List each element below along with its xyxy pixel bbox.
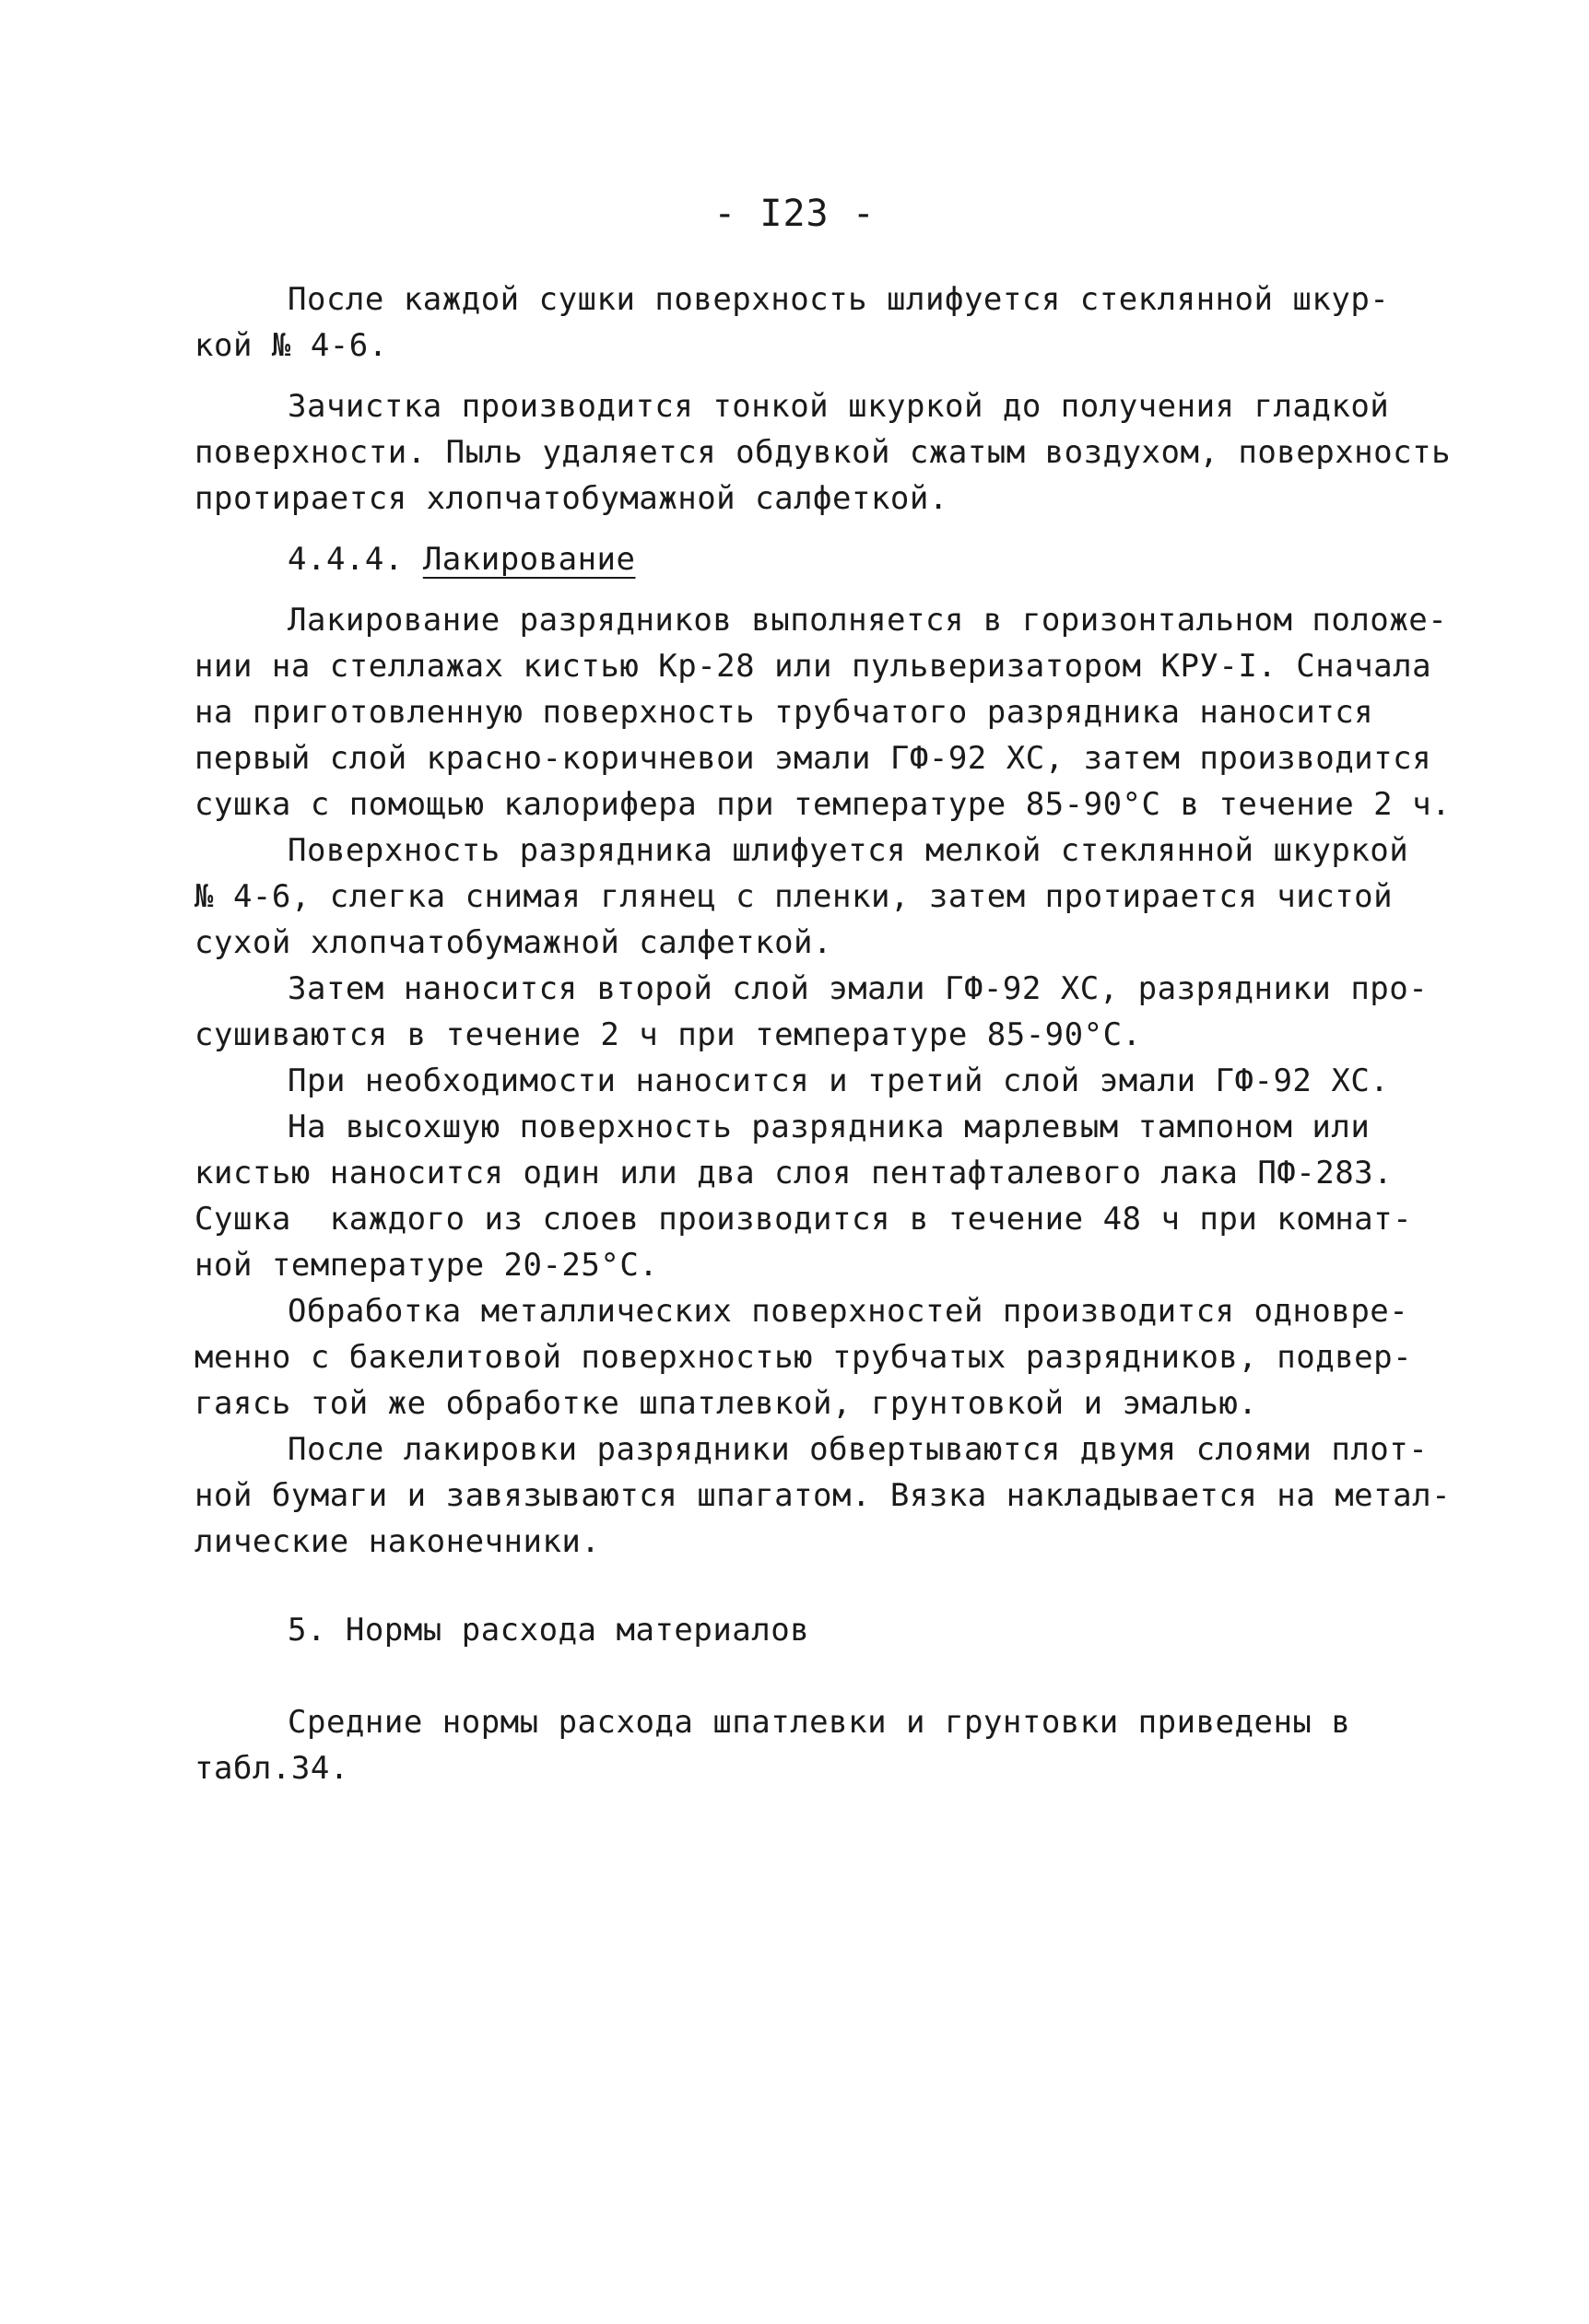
- text-line: кой № 4-6.: [194, 327, 388, 364]
- text-line: на приготовленную поверхность трубчатого разрядника наносится: [194, 694, 1374, 731]
- paragraph: [194, 597, 1452, 827]
- text-line: первый слой красно-коричневои эмали ГФ-92 ХС, затем производится: [194, 740, 1432, 777]
- text-line: менно с бакелитовой поверхностью трубчатых разрядников, подвер-: [194, 1339, 1413, 1376]
- section-heading-4-4-4: [194, 536, 1430, 582]
- heading-title: Лакирование: [422, 541, 636, 578]
- paragraph: [194, 1058, 1430, 1104]
- text-line: сушиваются в течение 2 ч при температуре 85-90°С.: [194, 1016, 1142, 1053]
- paragraph: [194, 1699, 1430, 1791]
- text-line: гаясь той же обработке шпатлевкой, грунтовкой и эмалью.: [194, 1385, 1258, 1422]
- text-line: сухой хлопчатобумажной салфеткой.: [194, 924, 833, 961]
- text-line: Лакирование разрядников выполняется в горизонтальном положе-: [288, 602, 1448, 639]
- text-line: Обработка металлических поверхностей производится одновре-: [288, 1293, 1409, 1330]
- paragraph: [194, 1426, 1452, 1565]
- text-line: ной бумаги и завязываются шпагатом. Вязка накладывается на метал-: [194, 1477, 1452, 1514]
- text-line: поверхности. Пыль удаляется обдувкой сжатым воздухом, поверхность: [194, 434, 1452, 471]
- text-line: нии на стеллажах кистью Кр-28 или пульверизатором КРУ-I. Сначала: [194, 648, 1432, 685]
- section-heading-5: 5. Нормы расхода материалов: [288, 1612, 810, 1649]
- text-line: лические наконечники.: [194, 1523, 601, 1560]
- paragraph: [194, 383, 1452, 522]
- text-line: Средние нормы расхода шпатлевки и грунтовки приведены в: [288, 1704, 1351, 1741]
- text-line: кистью наносится один или два слоя пентафталевого лака ПФ-283.: [194, 1155, 1394, 1191]
- paragraph: [194, 276, 1430, 369]
- page-number: - I23 -: [713, 193, 876, 235]
- paragraph: [194, 1288, 1430, 1426]
- paragraph: [194, 966, 1430, 1058]
- text-line: Сушка каждого из слоев производится в течение 48 ч при комнат-: [194, 1201, 1413, 1238]
- text-line: При необходимости наносится и третий слой эмали ГФ-92 ХС.: [288, 1062, 1390, 1099]
- paragraph: [194, 827, 1430, 966]
- text-line: № 4-6, слегка снимая глянец с пленки, затем протирается чистой: [194, 878, 1394, 915]
- text-line: На высохшую поверхность разрядника марлевым тампоном или: [288, 1109, 1371, 1145]
- paragraph: [194, 1104, 1430, 1288]
- text-line: табл.34.: [194, 1750, 349, 1787]
- text-line: После лакировки разрядники обвертываются двумя слоями плот-: [288, 1431, 1429, 1468]
- body-text: [194, 276, 1452, 1791]
- text-line: Затем наносится второй слой эмали ГФ-92 ХС, разрядники про-: [288, 970, 1429, 1007]
- text-line: сушка с помощью калорифера при температуре 85-90°С в течение 2 ч.: [194, 786, 1452, 823]
- text-line: После каждой сушки поверхность шлифуется стеклянной шкур-: [288, 281, 1390, 318]
- text-line: Поверхность разрядника шлифуется мелкой стеклянной шкуркой: [288, 832, 1409, 869]
- text-line: Зачистка производится тонкой шкуркой до получения гладкой: [288, 388, 1390, 425]
- heading-number: 4.4.4.: [288, 541, 404, 578]
- text-line: ной температуре 20-25°С.: [194, 1247, 659, 1284]
- text-line: протирается хлопчатобумажной салфеткой.: [194, 480, 948, 517]
